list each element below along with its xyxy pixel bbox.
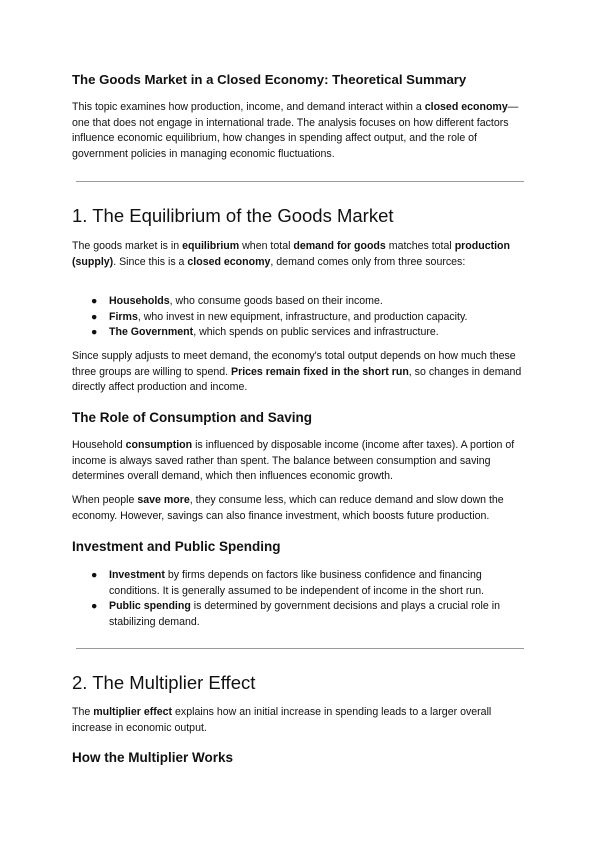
document-title: The Goods Market in a Closed Economy: Theoretical Summary	[72, 72, 467, 87]
subsection-consumption-heading: The Role of Consumption and Saving	[72, 410, 313, 425]
list-item: ● Households, who consume goods based on their income.	[72, 294, 527, 310]
section-1-bullet-list	[72, 294, 527, 341]
bullet-icon: ●	[91, 326, 98, 338]
section-2-paragraph-1: The multiplier effect explains how an initial increase in spending leads to a larger overall increase in economic output.	[72, 706, 492, 734]
section-divider	[76, 181, 524, 182]
bullet-icon: ●	[91, 310, 98, 323]
section-1-paragraph-2: Since supply adjusts to meet demand, the economy's total output depends on how much these three groups are willing to spend. Prices remain fixed in the short run, so changes in demand directly affect production and income.	[72, 350, 522, 393]
list-item: ● Investment by firms depends on factors like business confidence and financing conditions. It is generally assumed to be independent of income in the short run.	[91, 569, 485, 597]
section-divider	[76, 648, 524, 649]
section-1-paragraph-1: The goods market is in equilibrium when total demand for goods matches total production (supply). Since this is a closed economy, demand comes only from three sources:	[72, 240, 510, 268]
subsection-multiplier-heading: How the Multiplier Works	[72, 750, 234, 765]
list-item: ● The Government, which spends on public services and infrastructure.	[72, 325, 527, 341]
bullet-icon: ●	[91, 295, 98, 307]
bullet-icon: ●	[91, 600, 98, 612]
consumption-paragraph-2: When people save more, they consume less, which can reduce demand and slow down the economy. However, savings can also finance investment, which boosts future production.	[72, 494, 504, 522]
list-item: ● Public spending is determined by government decisions and plays a crucial role in stabilizing demand.	[91, 600, 500, 628]
investment-bullet-list	[72, 568, 527, 630]
intro-paragraph: This topic examines how production, income, and demand interact within a closed economy—one that does not engage in international trade. The analysis focuses on how different factors influence economic equilibrium, how changes in spending affect output, and the role of government policies in managing economic fluctuations.	[72, 101, 519, 160]
consumption-paragraph-1: Household consumption is influenced by disposable income (income after taxes). A portion of income is always saved rather than spent. The balance between consumption and saving determines overall demand, which then influences economic growth.	[72, 439, 515, 482]
section-1-heading: 1. The Equilibrium of the Goods Market	[72, 205, 394, 226]
list-item: ● Firms, who invest in new equipment, infrastructure, and production capacity.	[72, 310, 527, 326]
subsection-investment-heading: Investment and Public Spending	[72, 539, 281, 554]
section-2-heading: 2. The Multiplier Effect	[72, 672, 256, 693]
bullet-icon: ●	[91, 569, 98, 581]
